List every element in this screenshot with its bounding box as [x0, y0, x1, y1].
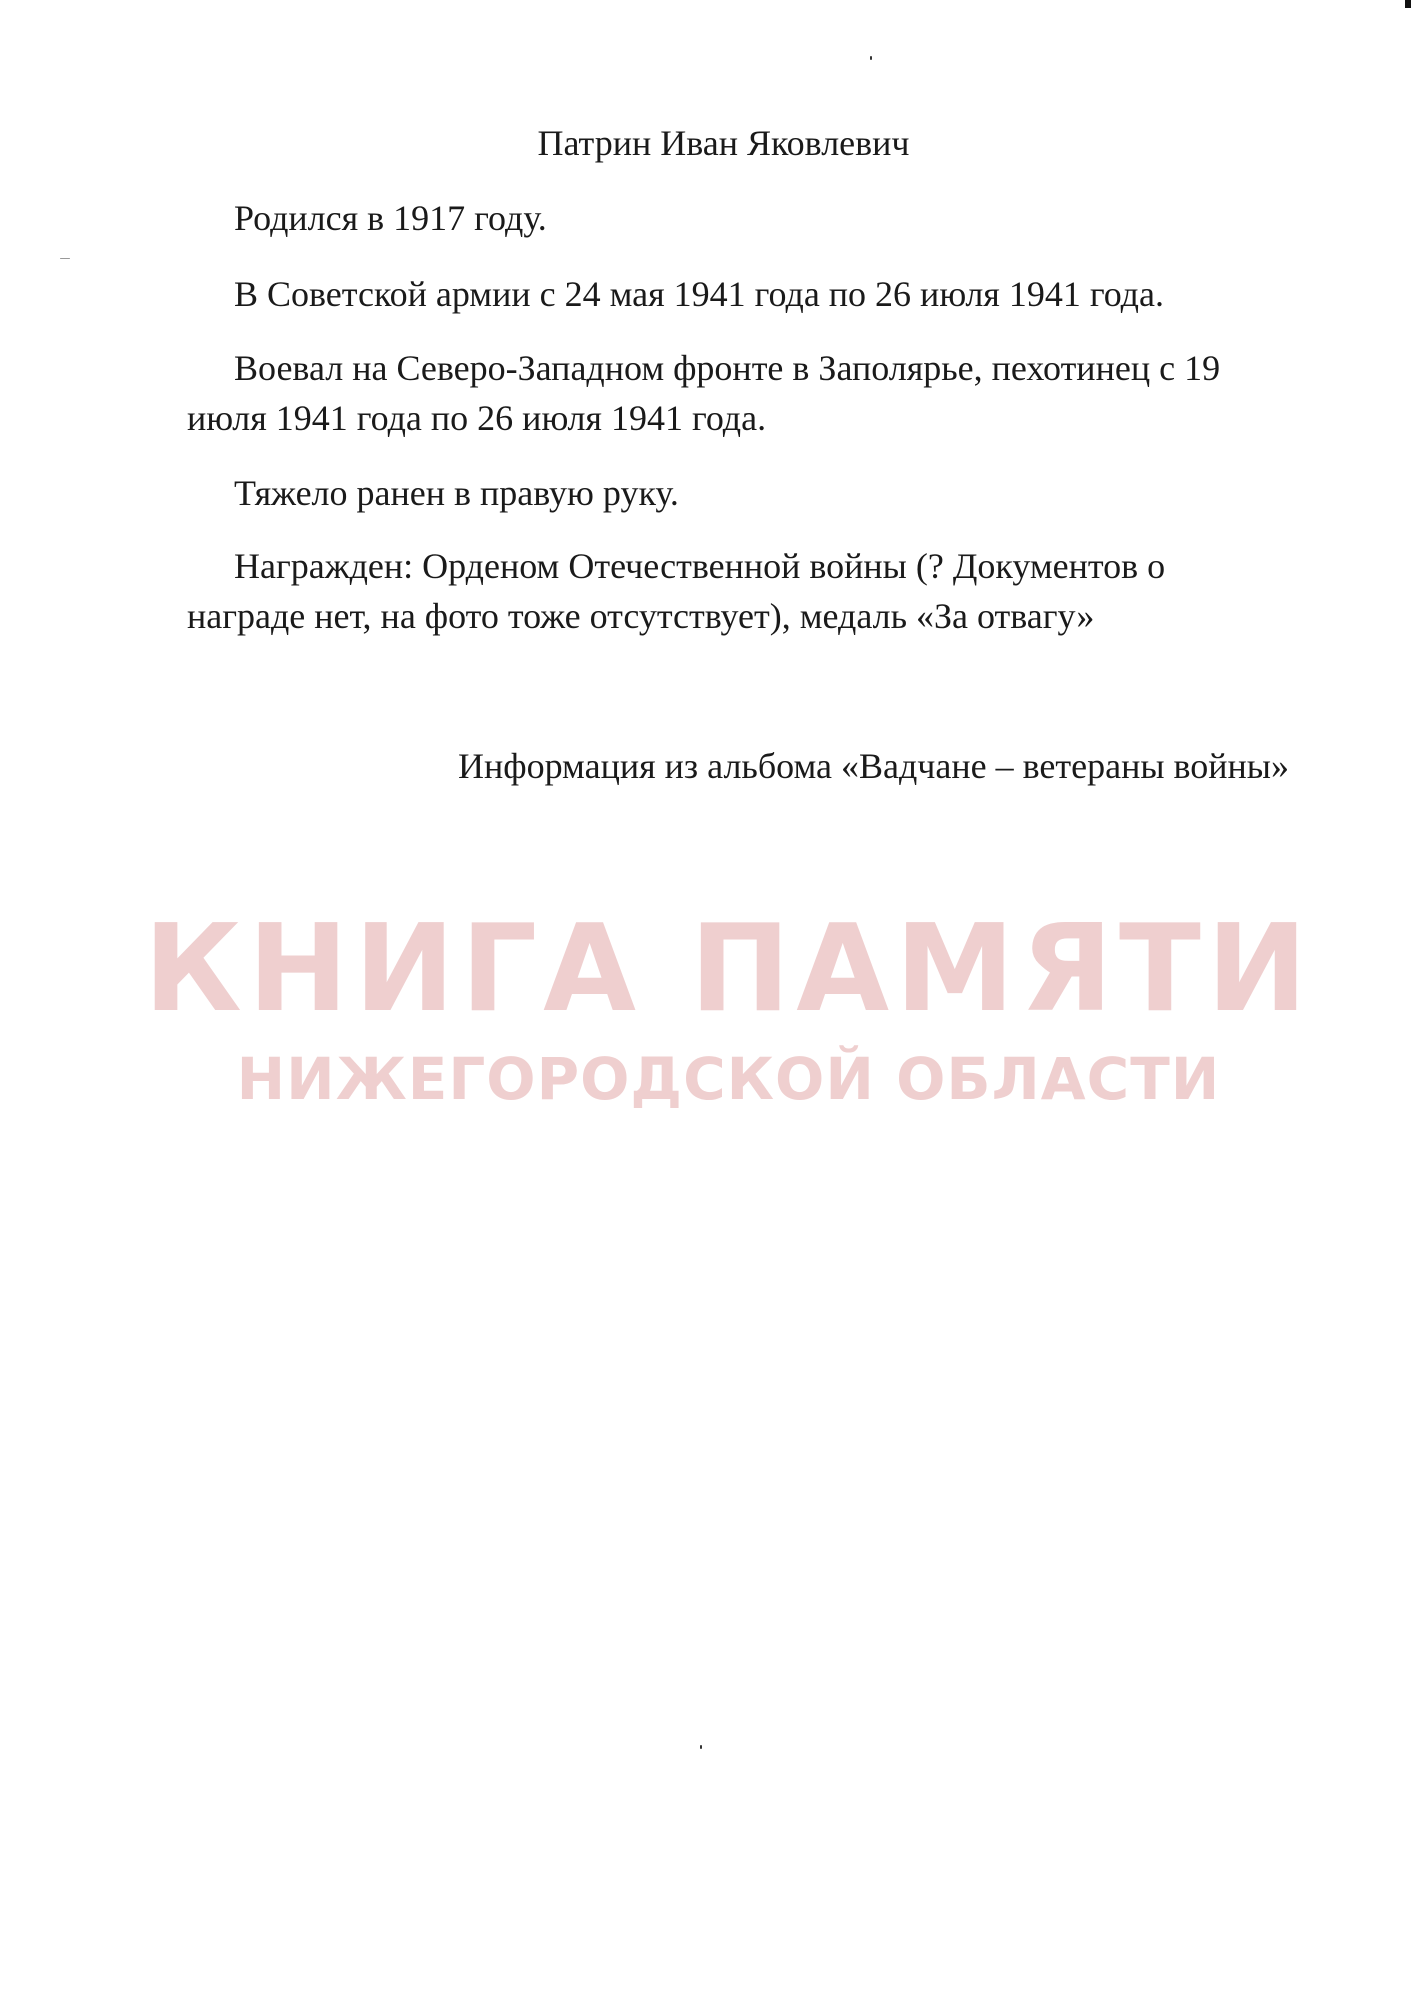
paragraph-awards: Награжден: Орденом Отечественной войны (? Документов о награде нет, на фото тоже отсутствует), медаль «За отвагу» — [187, 546, 1166, 636]
paragraph-birth: Родился в 1917 году. — [234, 198, 547, 238]
document-title: Патрин Иван Яковлевич — [537, 123, 910, 163]
scan-corner-mark — [1405, 0, 1411, 8]
watermark — [0, 900, 1417, 1119]
paragraph-service: В Советской армии с 24 мая 1941 года по 26 июля 1941 года. — [234, 274, 1164, 314]
watermark-line2: НИЖЕГОРОДСКОЙ ОБЛАСТИ — [236, 1045, 1221, 1113]
paragraph-front: Воевал на Северо-Западном фронте в Заполярье, пехотинец с 19 июля 1941 года по 26 июля 1941 года. — [187, 348, 1221, 438]
scan-speck — [60, 258, 70, 259]
paragraph-wound: Тяжело ранен в правую руку. — [234, 473, 679, 513]
scan-speck — [700, 1745, 702, 1749]
watermark-line1: КНИГА ПАМЯТИ — [143, 900, 1314, 1039]
source-note: Информация из альбома «Вадчане – ветераны войны» — [458, 746, 1289, 786]
scan-speck — [870, 56, 872, 60]
